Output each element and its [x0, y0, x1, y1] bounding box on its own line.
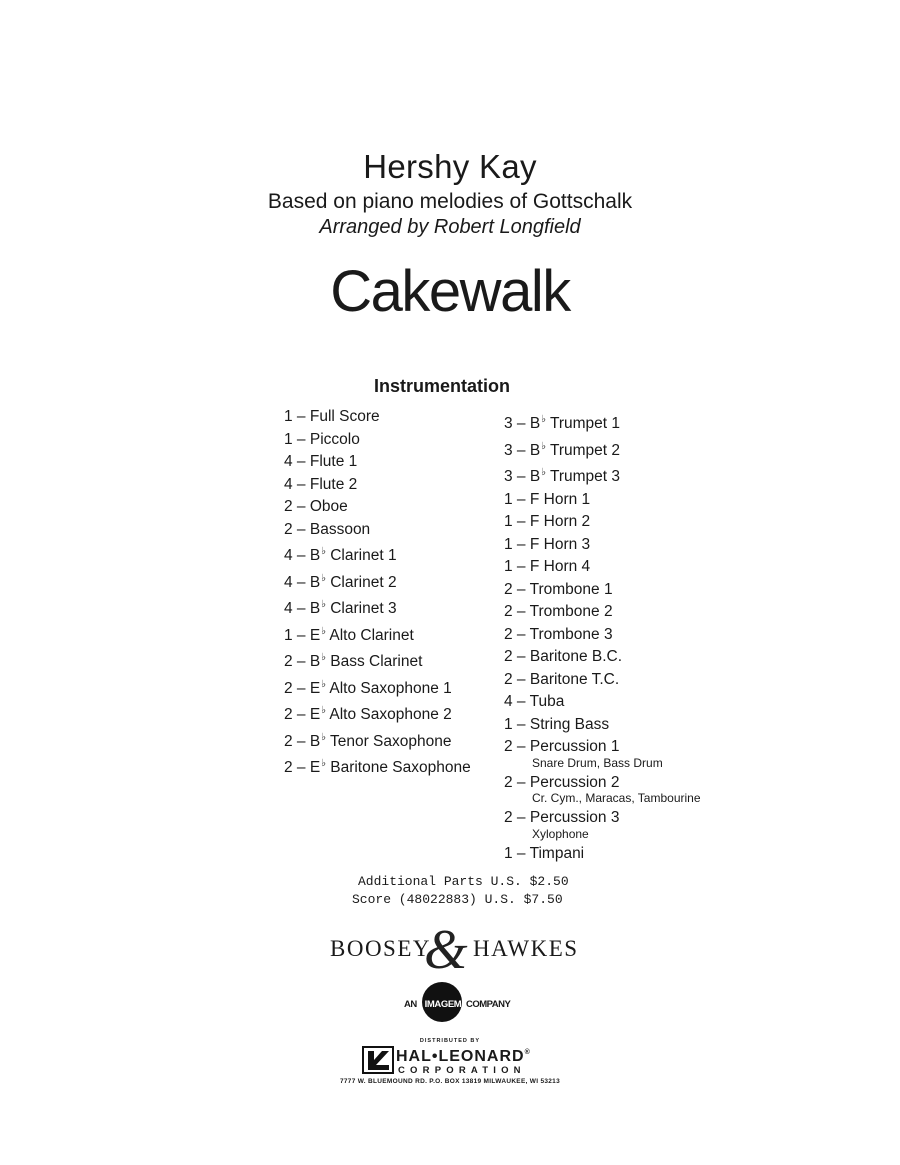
part-key: B [309, 600, 321, 617]
part-item: 1 – Timpani [504, 844, 585, 862]
part-item: 1 – F Horn 3 [504, 535, 591, 553]
flat-symbol: ♭ [541, 440, 546, 452]
part-item: 2 – Percussion 2 Cr. Cym., Maracas, Tambourine [504, 773, 701, 805]
part-key: E [309, 706, 321, 723]
part-name: Full Score [309, 408, 380, 425]
part-name: Bass Clarinet [330, 653, 423, 670]
piece-title: Cakewalk [330, 259, 570, 324]
publisher-ampersand: & [424, 919, 468, 981]
part-name: Flute 2 [309, 475, 358, 493]
flat-symbol: ♭ [321, 652, 326, 663]
part-quantity: 2 [284, 653, 293, 670]
part-quantity: 1 [284, 408, 293, 425]
part-quantity: 2 [504, 648, 513, 665]
part-item: 2 – E♭ Baritone Saxophone [284, 758, 471, 776]
part-key: B [529, 415, 541, 432]
part-name: Oboe [309, 498, 348, 515]
imagem-prefix: AN [404, 999, 417, 1010]
part-item: 2 – Trombone 1 [504, 580, 613, 598]
part-name: Clarinet 1 [330, 547, 397, 564]
part-item: 4 – Flute 1 [284, 453, 358, 470]
registered-mark: ® [524, 1049, 531, 1056]
imagem-name: IMAGEM [424, 999, 462, 1010]
part-quantity: 2 [284, 706, 293, 723]
part-quantity: 2 [504, 603, 513, 620]
part-name: Trombone 3 [529, 625, 613, 643]
part-quantity: 2 [284, 679, 293, 697]
part-quantity: 2 [504, 738, 513, 755]
part-name: Percussion 3 [529, 809, 620, 826]
hal-leonard-name-text: HAL•LEONARD [396, 1048, 525, 1065]
part-item: 3 – B♭ Trumpet 3 [504, 467, 621, 485]
part-item: 1 – String Bass [504, 715, 610, 733]
part-name: Baritone Saxophone [330, 759, 471, 776]
part-instruments: Cr. Cym., Maracas, Tambourine [532, 791, 701, 805]
based-on-text: Based on piano melodies of Gottschalk [267, 190, 633, 213]
part-quantity: 3 [504, 468, 513, 485]
arranger-credit: Arranged by Robert Longfield [319, 216, 581, 238]
part-item: 2 – Trombone 2 [504, 603, 613, 620]
parts-list-right [504, 409, 701, 865]
part-item: 2 – E♭ Alto Saxophone 2 [284, 705, 452, 723]
flat-symbol: ♭ [321, 625, 326, 637]
part-name: Flute 1 [309, 453, 358, 470]
part-key: E [309, 626, 321, 644]
part-quantity: 2 [504, 773, 513, 791]
part-name: Alto Saxophone 1 [329, 679, 452, 697]
part-item: 4 – Tuba [504, 693, 565, 710]
part-quantity: 2 [284, 520, 293, 538]
part-name: Tuba [529, 693, 565, 710]
part-quantity: 3 [504, 415, 513, 432]
part-name: Percussion 1 [529, 738, 620, 755]
part-item: 2 – Bassoon [284, 520, 371, 538]
part-item: 2 – Percussion 3 Xylophone [504, 807, 701, 841]
part-item: 3 – B♭ Trumpet 1 [504, 414, 621, 432]
imagem-suffix: COMPANY [466, 999, 511, 1010]
part-name: String Bass [529, 715, 610, 733]
flat-symbol: ♭ [321, 705, 326, 716]
part-quantity: 1 [504, 535, 513, 553]
part-item: 1 – F Horn 2 [504, 513, 591, 530]
part-name: Trumpet 3 [549, 468, 621, 485]
part-quantity: 4 [284, 547, 293, 564]
part-name: Tenor Saxophone [329, 732, 452, 750]
flat-symbol: ♭ [321, 546, 326, 557]
part-item: 3 – B♭ Trumpet 2 [504, 440, 621, 459]
part-quantity: 1 [504, 490, 513, 508]
part-item: 4 – B♭ Clarinet 2 [284, 572, 397, 591]
part-item: 2 – B♭ Bass Clarinet [284, 652, 423, 670]
imagem-company-logo [390, 982, 530, 1028]
part-quantity: 1 [504, 715, 513, 733]
part-key: B [309, 573, 321, 591]
composer-name: Hershy Kay [363, 148, 537, 185]
part-item: 2 – B♭ Tenor Saxophone [284, 731, 452, 750]
parts-list-left [284, 406, 471, 780]
part-quantity: 4 [284, 573, 293, 591]
part-item: 4 – B♭ Clarinet 3 [284, 599, 397, 617]
part-name: F Horn 1 [529, 490, 591, 508]
part-quantity: 1 [504, 844, 513, 862]
flat-symbol: ♭ [321, 758, 326, 769]
part-quantity: 1 [284, 626, 293, 644]
part-quantity: 2 [284, 759, 293, 776]
flat-symbol: ♭ [321, 599, 326, 610]
part-quantity: 1 [504, 558, 513, 575]
part-quantity: 2 [504, 625, 513, 643]
part-key: B [529, 441, 541, 459]
score-price: Score (48022883) U.S. $7.50 [352, 892, 563, 907]
part-item: 2 – E♭ Alto Saxophone 1 [284, 678, 452, 697]
part-item: 1 – F Horn 4 [504, 558, 591, 575]
part-quantity: 3 [504, 441, 513, 459]
part-item: 2 – Baritone B.C. [504, 648, 623, 665]
part-key: B [309, 732, 321, 750]
part-name: Trombone 1 [529, 580, 613, 598]
part-quantity: 4 [284, 453, 293, 470]
part-name: F Horn 4 [529, 558, 591, 575]
part-quantity: 4 [284, 475, 293, 493]
part-name: Alto Clarinet [329, 626, 414, 644]
hal-leonard-corporation: CORPORATION [398, 1065, 526, 1076]
flat-symbol: ♭ [541, 467, 546, 478]
part-item: 4 – B♭ Clarinet 1 [284, 546, 397, 564]
publisher-right-word: HAWKES [473, 936, 579, 961]
part-item: 2 – Baritone T.C. [504, 670, 620, 688]
part-key: B [309, 547, 321, 564]
part-name: Trombone 2 [529, 603, 613, 620]
part-quantity: 1 [284, 430, 293, 448]
hal-leonard-name [396, 1048, 531, 1066]
part-item: 4 – Flute 2 [284, 475, 358, 493]
part-instruments: Xylophone [532, 826, 589, 841]
part-quantity: 4 [504, 693, 513, 710]
part-name: Piccolo [309, 430, 360, 448]
part-key: B [529, 468, 541, 485]
part-quantity: 2 [504, 809, 513, 826]
part-item: 2 – Trombone 3 [504, 625, 613, 643]
part-key: B [309, 653, 321, 670]
part-name: Baritone T.C. [529, 670, 620, 688]
part-key: E [309, 679, 321, 697]
part-quantity: 2 [284, 732, 293, 750]
part-name: F Horn 3 [529, 535, 591, 553]
flat-symbol: ♭ [321, 731, 326, 743]
flat-symbol: ♭ [321, 572, 326, 584]
part-name: Percussion 2 [529, 773, 620, 791]
part-quantity: 2 [504, 580, 513, 598]
part-item: 1 – Full Score [284, 408, 380, 425]
flat-symbol: ♭ [541, 414, 546, 425]
part-name: Clarinet 2 [330, 573, 397, 591]
publisher-left-word: BOOSEY [330, 936, 432, 961]
part-item: 2 – Percussion 1 Snare Drum, Bass Drum [504, 736, 701, 770]
part-instruments: Snare Drum, Bass Drum [532, 755, 663, 770]
part-name: Bassoon [309, 520, 371, 538]
part-item: 1 – Piccolo [284, 430, 360, 448]
part-quantity: 1 [504, 513, 513, 530]
part-name: F Horn 2 [529, 513, 591, 530]
part-key: E [309, 759, 321, 776]
part-quantity: 2 [504, 670, 513, 688]
part-item: 1 – E♭ Alto Clarinet [284, 625, 414, 644]
distributor-address: 7777 W. BLUEMOUND RD. P.O. BOX 13819 MILWAUKEE, WI 53213 [339, 1078, 561, 1085]
part-quantity: 2 [284, 498, 293, 515]
hal-leonard-icon [362, 1046, 394, 1074]
instrumentation-heading: Instrumentation [374, 376, 511, 396]
part-name: Timpani [529, 844, 585, 862]
part-name: Alto Saxophone 2 [329, 706, 452, 723]
part-name: Clarinet 3 [330, 600, 397, 617]
part-name: Baritone B.C. [529, 648, 623, 665]
additional-parts-price: Additional Parts U.S. $2.50 [358, 874, 569, 889]
boosey-hawkes-logo [300, 919, 600, 981]
distributed-by-label: DISTRIBUTED BY [419, 1038, 481, 1044]
part-item: 2 – Oboe [284, 498, 348, 515]
part-name: Trumpet 2 [549, 441, 621, 459]
flat-symbol: ♭ [321, 678, 326, 690]
part-name: Trumpet 1 [549, 415, 621, 432]
part-quantity: 4 [284, 600, 293, 617]
part-item: 1 – F Horn 1 [504, 490, 591, 508]
